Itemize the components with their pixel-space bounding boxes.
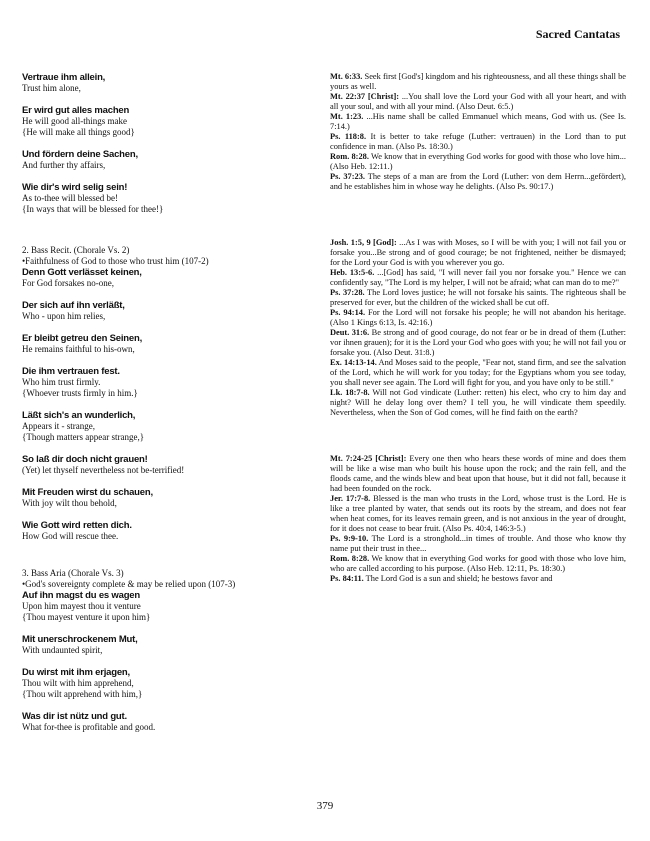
scripture-ref: Ps. 94:14. [330,308,366,317]
scripture-paragraph [330,534,626,554]
scripture-ref: Deut. 31:6. [330,328,370,337]
scripture-text: Every one then who hears these words of mine and does them will be like a wise man who built his house upon the rock; and the rain fell, and the floods came, and the winds blew and beat upon that house, but it did not fall, because it had been founded on the rock. [330,454,626,493]
scripture-paragraph [330,268,626,288]
scripture-text: ...You shall love the Lord your God with all your heart, and with all your soul, and with all your mind. (Also Deut. 6:5.) [330,92,627,111]
scripture-paragraph [330,172,626,192]
english-paraphrase: {He will make all things good} [22,127,135,137]
scripture-text: ...His name shall be called Emmanuel which means, God with us. (See Is. 7:14.) [330,112,626,131]
english-line: With joy wilt thou behold, [22,498,117,508]
stanza [22,333,312,355]
scripture-ref: Josh. 1:5, 9 [God]: [330,238,397,247]
german-line: So laß dir doch nicht grauen! [22,454,148,465]
scripture-text: The Lord God is a sun and shield; he bestows favor and [363,574,553,583]
scripture-paragraph [330,574,626,584]
english-paraphrase: {Whoever trusts firmly in him.} [22,388,138,398]
german-line: Der sich auf ihn verläßt, [22,300,125,311]
stanza [22,667,312,700]
scripture-ref: Heb. 13:5-6. [330,268,375,277]
scripture-text: We know that in everything God works for good with those who love him... (Also Heb. 12:11.) [330,152,626,171]
scripture-paragraph [330,152,626,172]
english-line: Who - upon him relies, [22,311,106,321]
german-line: Auf ihn magst du es wagen [22,590,140,601]
scripture-text: Be strong and of good courage, do not fear or be in dread of them (Luther: vor ihnen grauen); for it is the Lord your God who goes with you; he will not fail you or forsake you. (Also Deut. 31:8.) [330,328,626,357]
section-bass-aria [22,568,312,733]
scripture-text: It is better to take refuge (Luther: vertrauen) in the Lord than to put confidence in man. (Also Ps. 18:30.) [330,132,626,151]
scripture-block [330,454,626,584]
german-line: Was dir ist nütz und gut. [22,711,127,722]
page-number: 379 [316,800,334,812]
english-paraphrase: {Thou mayest venture it upon him} [22,612,151,622]
scripture-text: Blessed is the man who trusts in the Lord, whose trust is the Lord. He is like a tree planted by water, that sends out its roots by the stream, and does not fear when heat comes, for its leaves remain green, and is not anxious in the year of drought, for it does not cease to bear fruit. (Also Ps. 40:4, 146:3-5.) [330,494,626,533]
scripture-paragraph [330,308,626,328]
section-theme: •God's sovereignty complete & may be relied upon (107-3) [22,579,236,589]
scripture-text: The steps of a man are from the Lord (Luther: von dem Herrn...gefördert), and he establishes him in whose way he delights. (Also Ps. 90:17.) [330,172,626,191]
english-paraphrase: {Though matters appear strange,} [22,432,145,442]
stanza [22,149,312,171]
english-line: What for-thee is profitable and good. [22,722,156,732]
section-title: 2. Bass Recit. (Chorale Vs. 2) [22,245,130,255]
german-line: Mit unerschrockenem Mut, [22,634,138,645]
stanza [22,267,312,289]
scripture-paragraph [330,92,626,112]
scripture-ref: Ps. 118:8. [330,132,367,141]
english-paraphrase: {In ways that will be blessed for thee!} [22,204,164,214]
german-line: Läßt sich's an wunderlich, [22,410,136,421]
scripture-paragraph [330,494,626,534]
scripture-text: The Lord loves justice; he will not forsake his saints. The righteous shall be preserved for ever, but the children of the wicked shall be cut off. [330,288,626,307]
german-line: Die ihm vertrauen fest. [22,366,120,377]
english-line: How God will rescue thee. [22,531,119,541]
scripture-paragraph [330,388,626,418]
scripture-text: The Lord is a stronghold...in times of trouble. And those who know thy name put their trust in thee... [330,534,627,553]
scripture-paragraph [330,454,626,494]
section-theme: •Faithfulness of God to those who trust him (107-2) [22,256,209,266]
stanza [22,410,312,443]
scripture-ref: Jer. 17:7-8. [330,494,371,503]
german-line: Denn Gott verlässet keinen, [22,267,142,278]
stanza [22,487,312,509]
german-line: Und fördern deine Sachen, [22,149,138,160]
german-line: Mit Freuden wirst du schauen, [22,487,153,498]
stanza [22,634,312,656]
stanza [22,711,312,733]
scripture-paragraph [330,238,626,268]
german-line: Vertraue ihm allein, [22,72,106,83]
english-line: Trust him alone, [22,83,81,93]
german-line: Er wird gut alles machen [22,105,130,116]
english-line: Upon him mayest thou it venture [22,601,141,611]
scripture-paragraph [330,554,626,574]
section-bass-recit [22,245,312,542]
scripture-block [330,238,626,418]
intro-stanzas [22,72,312,215]
scripture-ref: Mt. 6:33. [330,72,363,81]
german-line: Er bleibt getreu den Seinen, [22,333,143,344]
scripture-text: We know that in everything God works for good with those who love him, who are called according to his purpose. (Also Heb. 12:11, Ps. 18:30.) [330,554,626,573]
english-line: Who him trust firmly. [22,377,101,387]
scripture-ref: Mt. 7:24-25 [Christ]: [330,454,407,463]
german-line: Wie Gott wird retten dich. [22,520,132,531]
english-line: As to-thee will blessed be! [22,193,118,203]
english-line: And further thy affairs, [22,160,106,170]
scripture-ref: Ps. 9:9-10. [330,534,369,543]
scripture-ref: Ps. 37:28. [330,288,365,297]
scripture-ref: Ps. 37:23. [330,172,365,181]
english-line: Appears it - strange, [22,421,95,431]
english-line: He remains faithful to his-own, [22,344,135,354]
scripture-ref: Lk. 18:7-8. [330,388,370,397]
scripture-ref: Ex. 14:13-14. [330,358,377,367]
scripture-text: Will not God vindicate (Luther: retten) his elect, who cry to him day and night? Will he delay long over them? I tell you, he will vindicate them speedily. Nevertheless, when the Son of God comes, will he find faith on the earth? [330,388,626,417]
scripture-paragraph [330,112,626,132]
stanza [22,300,312,322]
scripture-text: ...As I was with Moses, so I will be with you; I will not fail you or forsake you...Be strong and of good courage; be not frightened, neither be dismayed; for the Lord your God is with you wherever you go. [330,238,627,267]
scripture-paragraph [330,72,626,92]
english-paraphrase: {Thou wilt apprehend with him,} [22,689,143,699]
scripture-ref: Mt. 1:23. [330,112,364,121]
stanza [22,366,312,399]
scripture-paragraph [330,132,626,152]
english-line: He will good all-things make [22,116,127,126]
stanza [22,105,312,138]
english-line: (Yet) let thyself nevertheless not be-terrified! [22,465,185,475]
stanza [22,590,312,623]
scripture-paragraph [330,288,626,308]
scripture-text: And Moses said to the people, "Fear not, stand firm, and see the salvation of the Lord, which he will work for you today; for the Egyptians whom you see today, you shall never see again. The Lord will fight for you, and you have only to be still." [330,358,626,387]
scripture-paragraph [330,358,626,388]
scripture-ref: Mt. 22:37 [Christ]: [330,92,400,101]
scripture-text: For the Lord will not forsake his people; he will not abandon his heritage. (Also 1 Kings 6:13, Is. 42:16.) [330,308,626,327]
libretto-column [22,72,312,744]
scripture-paragraph [330,328,626,358]
section-title: 3. Bass Aria (Chorale Vs. 3) [22,568,124,578]
scripture-block [330,72,626,192]
english-line: For God forsakes no-one, [22,278,114,288]
scripture-ref: Rom. 8:28. [330,554,370,563]
scripture-text: Seek first [God's] kingdom and his righteousness, and all these things shall be yours as well. [330,72,627,91]
scripture-ref: Rom. 8:28. [330,152,369,161]
german-line: Du wirst mit ihm erjagen, [22,667,130,678]
english-line: With undaunted spirit, [22,645,103,655]
english-line: Thou wilt with him apprehend, [22,678,134,688]
stanza [22,182,312,215]
stanza [22,454,312,476]
running-header: Sacred Cantatas [535,27,620,41]
scripture-column [330,72,626,584]
scripture-ref: Ps. 84:11. [330,574,364,583]
stanza [22,520,312,542]
stanza [22,72,312,94]
german-line: Wie dir's wird selig sein! [22,182,128,193]
scripture-text: ...[God] has said, "I will never fail you nor forsake you." Hence we can confidently say, "The Lord is my helper, I will not be afraid; what can man do to me?" [330,268,626,287]
